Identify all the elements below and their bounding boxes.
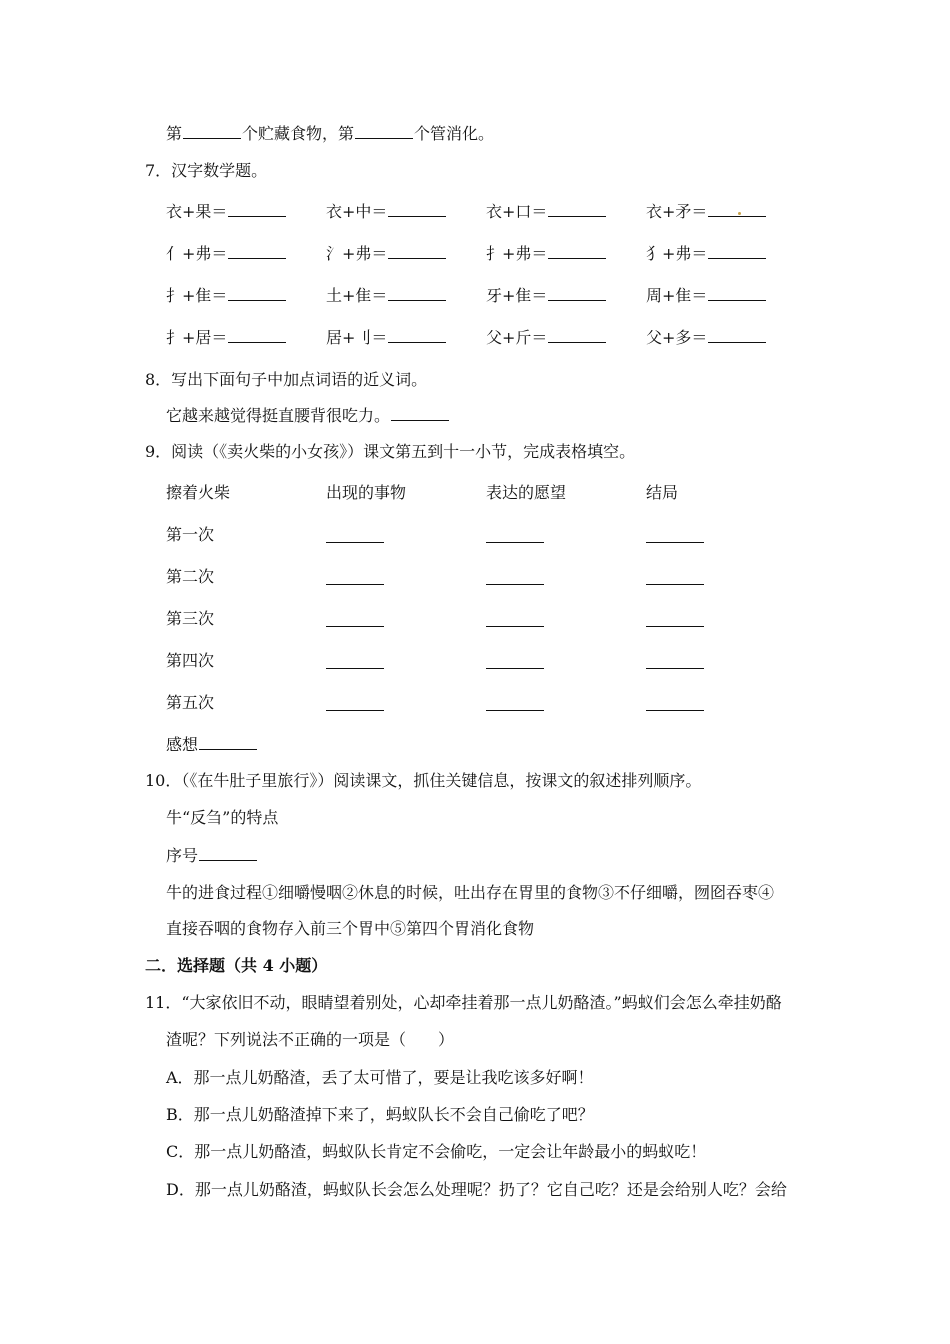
q9-title: 9．阅读（《卖火柴的小女孩》）课文第五到十一小节，完成表格填空。 (145, 442, 636, 461)
q8-sentence-line (166, 405, 450, 427)
q7-answer-blank[interactable] (708, 327, 766, 343)
q7-item-0-1 (326, 201, 447, 223)
q7-expression: 衣+矛＝ (646, 202, 708, 221)
section-2-title: 二．选择题（共 4 小题） (145, 956, 328, 975)
q6-text-1: 第 (166, 124, 183, 143)
q9-answer-blank-1-1[interactable] (486, 584, 544, 585)
q9-feeling-line (166, 734, 258, 756)
q10-order-label: 序号 (166, 846, 199, 865)
q7-answer-blank[interactable] (228, 327, 286, 343)
q7-expression: 衣+口＝ (486, 202, 548, 221)
q7-item-2-3 (646, 285, 767, 307)
q7-answer-blank[interactable] (708, 201, 766, 217)
q7-item-1-3 (646, 243, 767, 265)
q9-row-label: 第四次 (166, 651, 215, 670)
stray-mark (738, 212, 741, 215)
q7-item-1-2 (486, 243, 607, 265)
q7-item-2-2 (486, 285, 607, 307)
q7-expression: 父+斤＝ (486, 328, 548, 347)
q7-expression: 亻+弗＝ (166, 244, 228, 263)
q9-answer-blank-4-2[interactable] (646, 710, 704, 711)
q11-option-c[interactable]: C．那一点儿奶酪渣，蚂蚁队长肯定不会偷吃，一定会让年龄最小的蚂蚁吃！ (166, 1142, 707, 1161)
q11-stem-2: 渣呢？下列说法不正确的一项是（ ） (166, 1030, 455, 1049)
q11-stem-1: 11．“大家依旧不动，眼睛望着别处，心却牵挂着那一点儿奶酪渣。”蚂蚁们会怎么牵挂奶酪 (145, 993, 782, 1012)
q9-answer-blank-3-1[interactable] (486, 668, 544, 669)
q7-answer-blank[interactable] (228, 201, 286, 217)
q7-item-2-1 (326, 285, 447, 307)
q7-answer-blank[interactable] (388, 243, 446, 259)
q6-blank-1[interactable] (183, 123, 241, 139)
q6-tail-line (166, 123, 494, 145)
q9-feeling-label: 感想 (166, 735, 199, 754)
q7-expression: 氵+弗＝ (326, 244, 388, 263)
q7-expression: 扌+隹＝ (166, 286, 228, 305)
q7-answer-blank[interactable] (548, 327, 606, 343)
q10-process-line-2: 直接吞咽的食物存入前三个胃中⑤第四个胃消化食物 (166, 919, 535, 938)
q8-blank[interactable] (391, 405, 449, 421)
q7-item-1-0 (166, 243, 287, 265)
q7-item-3-2 (486, 327, 607, 349)
q7-answer-blank[interactable] (548, 201, 606, 217)
q9-answer-blank-2-2[interactable] (646, 626, 704, 627)
q9-row-label: 第五次 (166, 693, 215, 712)
q9-row-label: 第一次 (166, 525, 215, 544)
q10-order-line (166, 845, 258, 867)
q10-process-line-1: 牛的进食过程①细嚼慢咽②休息的时候，吐出存在胃里的食物③不仔细嚼，囫囵吞枣④ (166, 883, 775, 902)
q7-item-0-0 (166, 201, 287, 223)
q7-answer-blank[interactable] (708, 285, 766, 301)
q7-answer-blank[interactable] (228, 243, 286, 259)
q9-answer-blank-4-0[interactable] (326, 710, 384, 711)
q9-answer-blank-4-1[interactable] (486, 710, 544, 711)
q9-row-label: 第二次 (166, 567, 215, 586)
q7-expression: 衣+中＝ (326, 202, 388, 221)
q7-expression: 衣+果＝ (166, 202, 228, 221)
q9-answer-blank-3-0[interactable] (326, 668, 384, 669)
q9-header-thing: 出现的事物 (326, 483, 407, 502)
q7-answer-blank[interactable] (548, 243, 606, 259)
q7-item-1-1 (326, 243, 447, 265)
q7-expression: 扌+弗＝ (486, 244, 548, 263)
q9-row-label: 第三次 (166, 609, 215, 628)
q7-expression: 土+隹＝ (326, 286, 388, 305)
q7-item-0-2 (486, 201, 607, 223)
q8-sentence: 它越来越觉得挺直腰背很吃力。 (166, 406, 391, 425)
q7-title: 7．汉字数学题。 (145, 161, 268, 180)
q7-answer-blank[interactable] (708, 243, 766, 259)
q7-answer-blank[interactable] (388, 285, 446, 301)
q10-order-blank[interactable] (199, 845, 257, 861)
q10-subtitle: 牛“反刍”的特点 (166, 808, 279, 827)
q7-answer-blank[interactable] (388, 327, 446, 343)
q9-answer-blank-1-0[interactable] (326, 584, 384, 585)
q6-text-3: 个管消化。 (414, 124, 495, 143)
q10-title: 10．（《在牛肚子里旅行》）阅读课文，抓住关键信息，按课文的叙述排列顺序。 (145, 771, 702, 790)
q9-header-ending: 结局 (646, 483, 679, 502)
q9-answer-blank-2-1[interactable] (486, 626, 544, 627)
q9-answer-blank-0-0[interactable] (326, 542, 384, 543)
q7-item-3-1 (326, 327, 447, 349)
q9-header-wish: 表达的愿望 (486, 483, 567, 502)
q11-option-b[interactable]: B．那一点儿奶酪渣掉下来了，蚂蚁队长不会自己偷吃了吧？ (166, 1105, 594, 1124)
q9-answer-blank-0-1[interactable] (486, 542, 544, 543)
q7-item-3-0 (166, 327, 287, 349)
q7-answer-blank[interactable] (228, 285, 286, 301)
q6-blank-2[interactable] (355, 123, 413, 139)
q9-answer-blank-0-2[interactable] (646, 542, 704, 543)
q9-feeling-blank[interactable] (199, 734, 257, 750)
q9-answer-blank-1-2[interactable] (646, 584, 704, 585)
q7-answer-blank[interactable] (388, 201, 446, 217)
q7-item-3-3 (646, 327, 767, 349)
q7-expression: 扌+居＝ (166, 328, 228, 347)
q7-expression: 牙+隹＝ (486, 286, 548, 305)
q11-option-d[interactable]: D．那一点儿奶酪渣，蚂蚁队长会怎么处理呢？扔了？它自己吃？还是会给别人吃？会给 (166, 1180, 787, 1199)
q7-answer-blank[interactable] (548, 285, 606, 301)
q7-expression: 父+多＝ (646, 328, 708, 347)
q7-expression: 周+隹＝ (646, 286, 708, 305)
q7-expression: 居+刂＝ (326, 328, 388, 347)
q9-answer-blank-2-0[interactable] (326, 626, 384, 627)
q11-option-a[interactable]: A．那一点儿奶酪渣，丢了太可惜了，要是让我吃该多好啊！ (166, 1068, 594, 1087)
q9-header-match: 擦着火柴 (166, 483, 231, 502)
q8-title: 8．写出下面句子中加点词语的近义词。 (145, 370, 428, 389)
q7-item-0-3 (646, 201, 767, 223)
q9-answer-blank-3-2[interactable] (646, 668, 704, 669)
q6-text-2: 个贮藏食物，第 (242, 124, 355, 143)
q7-item-2-0 (166, 285, 287, 307)
q7-expression: 犭+弗＝ (646, 244, 708, 263)
